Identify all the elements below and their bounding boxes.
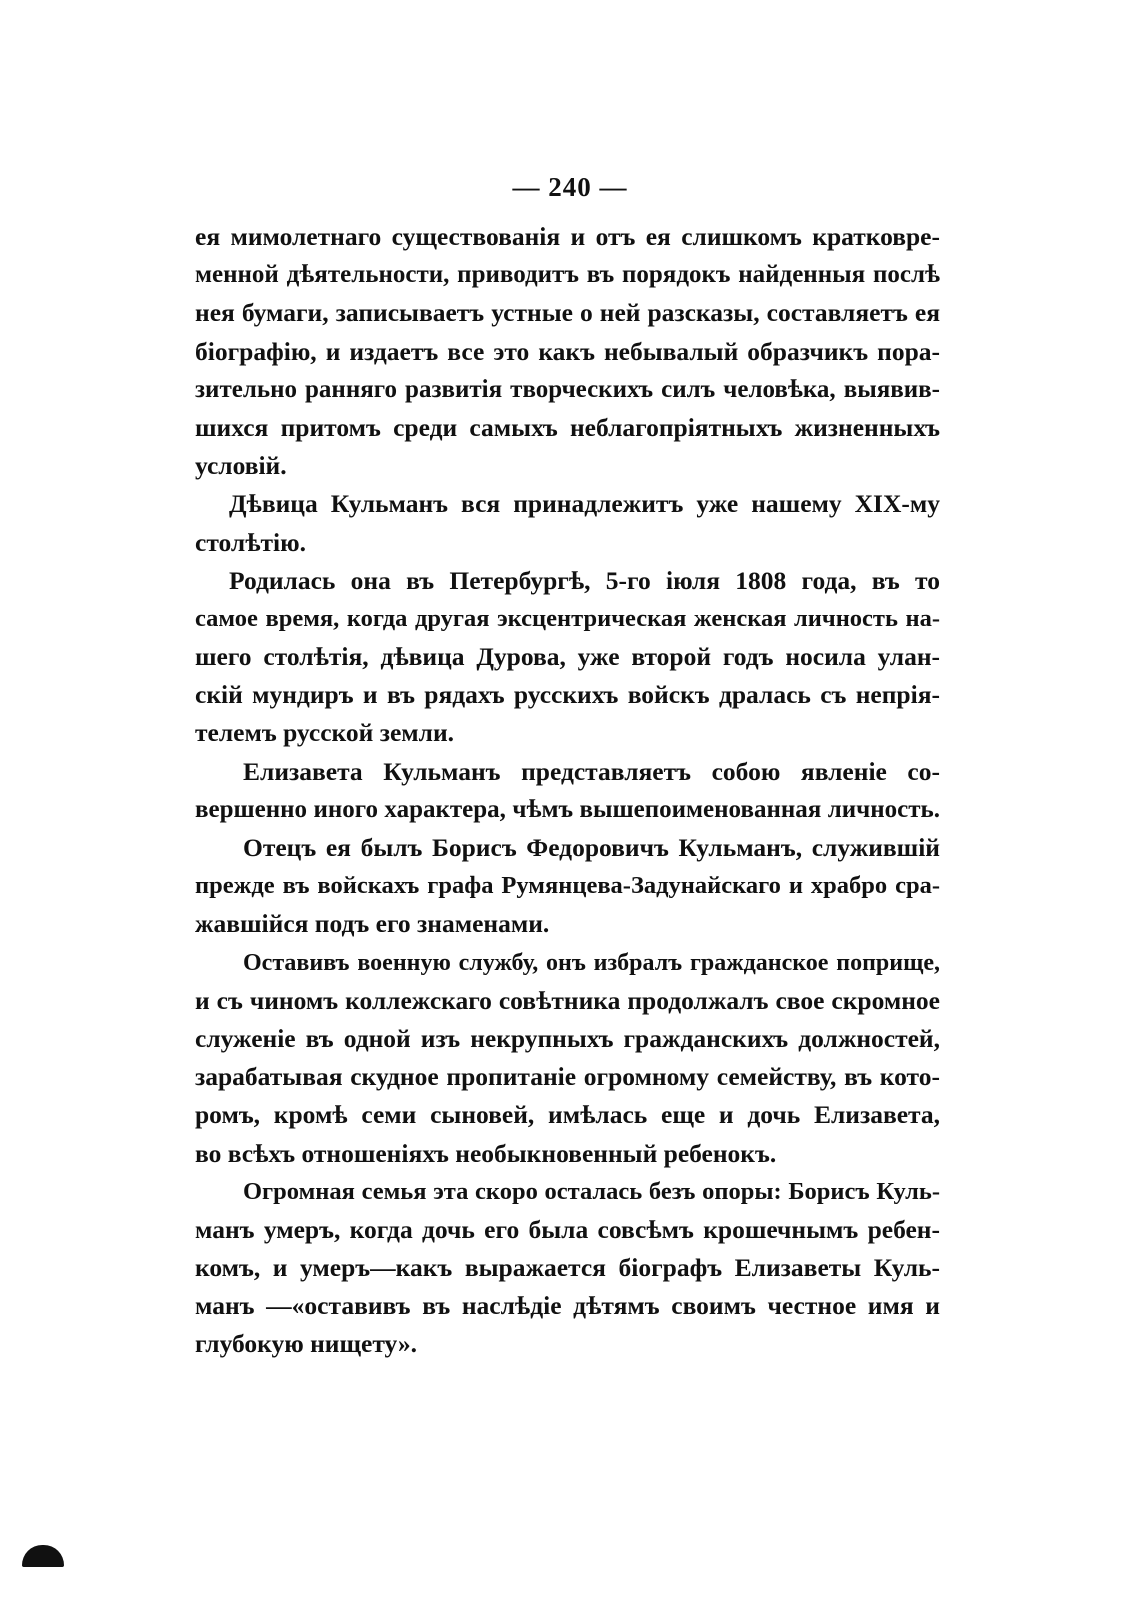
text-line: шихся притомъ среди самыхъ неблагопріятныхъ жизненныхъ	[195, 412, 940, 442]
text-line: Дѣвица Кульманъ вся принадлежитъ уже нашему XIX-му	[229, 489, 940, 519]
body-text	[195, 218, 940, 1364]
text-line: Отецъ ея былъ Борисъ Федоровичъ Кульманъ, служившій	[243, 833, 940, 862]
text-line: жавшійся подъ его знаменами.	[195, 909, 550, 939]
text-line: зарабатывая скудное пропитаніе огромному семейству, въ кото-	[195, 1062, 940, 1092]
text-line: менной дѣятельности, приводитъ въ порядокъ найденныя послѣ	[195, 261, 940, 289]
text-line: прежде въ войскахъ графа Румянцева-Задунайскаго и храбро сра-	[195, 872, 940, 900]
text-line: вершенно иного характера, чѣмъ вышепоименованная личность.	[195, 795, 940, 823]
text-line: комъ, и умеръ—какъ выражается біографъ Елизаветы Куль-	[195, 1253, 940, 1283]
text-line: условій.	[195, 451, 287, 481]
text-line: біографію, и издаетъ все это какъ небывалый образчикъ пора-	[195, 336, 940, 366]
text-line: манъ —«оставивъ въ наслѣдіе дѣтямъ своимъ честное имя и	[195, 1291, 940, 1321]
text-line: Огромная семья эта скоро осталась безъ опоры: Борисъ Куль-	[243, 1177, 940, 1205]
scan-smudge	[22, 1545, 64, 1567]
text-line: ея мимолетнаго существованія и отъ ея слишкомъ кратковре-	[195, 222, 940, 251]
text-line: во всѣхъ отношеніяхъ необыкновенный ребенокъ.	[195, 1138, 777, 1168]
text-line: нея бумаги, записываетъ устные о ней разсказы, составляетъ ея	[195, 298, 940, 328]
text-line: Родилась она въ Петербургѣ, 5-го іюля 1808 года, въ то	[229, 565, 940, 595]
text-line: зительно ранняго развитія творческихъ силъ человѣка, выявив-	[195, 375, 940, 403]
text-line: Елизавета Кульманъ представляетъ собою явленіе со-	[243, 756, 940, 786]
text-line: самое время, когда другая эксцентрическая женская личность на-	[195, 604, 940, 632]
text-line: служеніе въ одной изъ некрупныхъ гражданскихъ должностей,	[195, 1023, 940, 1053]
text-line: телемъ русской земли.	[195, 718, 455, 748]
text-line: столѣтію.	[195, 527, 307, 557]
text-line: скій мундиръ и въ рядахъ русскихъ войскъ дралась съ непрія-	[195, 680, 940, 710]
text-line: шего столѣтія, дѣвица Дурова, уже второй годъ носила улан-	[195, 642, 940, 672]
text-line: и съ чиномъ коллежскаго совѣтника продолжалъ свое скромное	[195, 985, 940, 1015]
text-line: глубокую нищету».	[195, 1329, 418, 1359]
text-line: Оставивъ военную службу, онъ избралъ гражданское поприще,	[243, 949, 940, 976]
page-number: — 240 —	[512, 172, 628, 202]
text-line: ромъ, кромѣ семи сыновей, имѣлась еще и дочь Елизавета,	[195, 1100, 940, 1130]
text-line: манъ умеръ, когда дочь его была совсѣмъ крошечнымъ ребен-	[195, 1214, 940, 1244]
